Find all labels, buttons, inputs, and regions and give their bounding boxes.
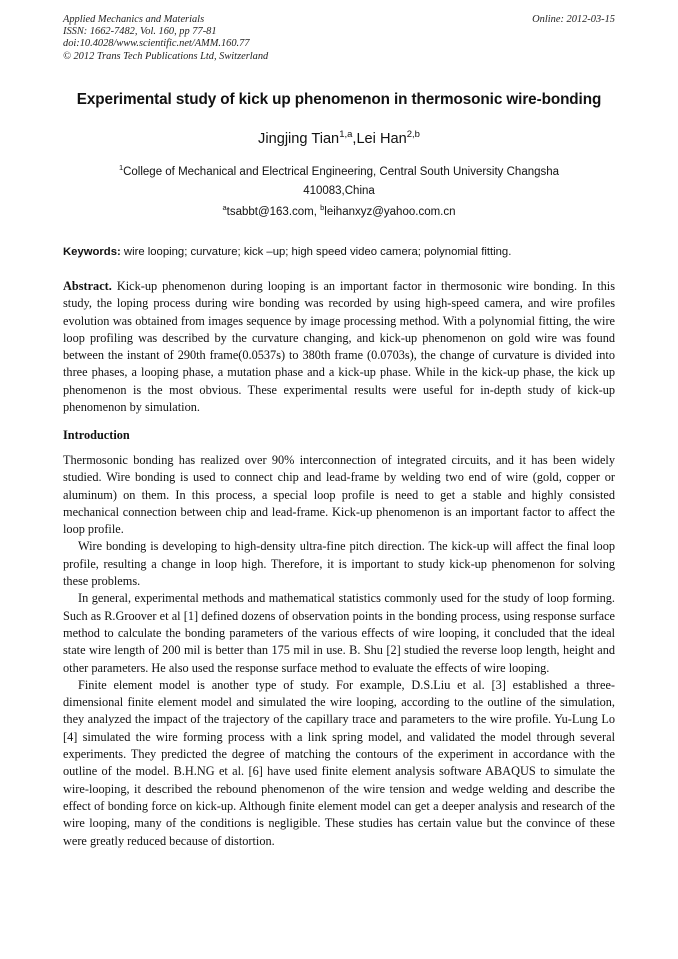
email-b: leihanxyz@yahoo.com.cn xyxy=(324,206,456,218)
email-separator: , xyxy=(313,206,321,218)
journal-header xyxy=(63,14,615,63)
author-separator: , xyxy=(352,131,357,147)
author-2-superscript: 2,b xyxy=(406,129,420,141)
section-heading-introduction: Introduction xyxy=(63,428,130,442)
keywords-label: Keywords: xyxy=(63,246,121,258)
intro-paragraph-4: Finite element model is another type of study. For example, D.S.Liu et al. [3] established a three-dimensional finite element model and simulated the wire looping, according to the outline of the simulation, they analyzed the impact of the trajectory of the capillary trace and parameters to the wire profile. Yu-Lung Lo [4] simulated the wire forming process with a link spring model, and validated the model through several experiments. They predicted the degree of matching the contours of the experiment in accordance with the outline of the model. B.H.NG et al. [6] have used finite element analysis software ABAQUS to simulate the wire-looping, it described the rebound phenomenon of the wire tension and wedge welding and describe the effect of bonding force on kick-up. Although finite element model can get a deeper analysis and research of the wire looping, many of the conditions is negligible. These studies has certain value but the convince of these were greatly reduced because of distortion. xyxy=(63,677,615,848)
affiliation xyxy=(90,163,588,201)
affiliation-superscript: 1 xyxy=(118,163,124,173)
abstract-label: Abstract. xyxy=(63,279,112,293)
keywords xyxy=(63,246,615,258)
online-date: Online: 2012-03-15 xyxy=(532,14,615,25)
email-line xyxy=(0,203,678,218)
author-1: Jingjing Tian xyxy=(258,131,340,147)
issn-line: ISSN: 1662-7482, Vol. 160, pp 77-81 xyxy=(63,26,217,38)
author-1-superscript: 1,a xyxy=(339,129,353,141)
author-line xyxy=(0,131,678,147)
paper-title: Experimental study of kick up phenomenon in thermosonic wire-bonding xyxy=(76,91,602,108)
affiliation-text: College of Mechanical and Electrical Engineering, Central South University Changsha 410083,China xyxy=(123,166,560,197)
intro-paragraph-1: Thermosonic bonding has realized over 90% interconnection of integrated circuits, and it has been widely studied. Wire bonding is used to connect chip and lead-frame by welding two end of wire (gold, copper or aluminum) on them. In this process, a special loop profile is need to get a stable and highly consisted mechanical connection between chip and lead-frame. Kick-up phenomenon is an important factor to affect the loop profile. xyxy=(63,453,615,537)
email-a: tsabbt@163.com xyxy=(226,206,314,218)
abstract-text: Kick-up phenomenon during looping is an important factor in thermosonic wire bonding. In this study, the loping process during wire bonding was recorded by using high-speed camera, and wire profiles evolution was obtained from images sequence by image processing method. With a polynomial fitting, the wire loop profiling was described by the curvature changing, and kick-up phenomenon on gold wire was found between the instant of 290th frame(0.0537s) to 380th frame (0.0703s), the change of curvature is divided into three phases, a looping phase, a mutation phase and a kick-up phase. While in the kick-up phase, the kick up phenomenon is the most obvious. These experimental results were useful for in-depth study of kick-up phenomenon by simulation. xyxy=(63,279,615,415)
keywords-text: wire looping; curvature; kick –up; high speed video camera; polynomial fitting. xyxy=(120,246,512,258)
copyright-line: © 2012 Trans Tech Publications Ltd, Switzerland xyxy=(63,50,269,62)
email-b-superscript: b xyxy=(320,203,325,213)
journal-name: Applied Mechanics and Materials xyxy=(63,14,205,25)
introduction-body xyxy=(63,452,615,850)
abstract xyxy=(63,278,615,416)
doi-line: doi:10.4028/www.scientific.net/AMM.160.77 xyxy=(63,38,250,50)
email-a-superscript: a xyxy=(222,203,227,213)
intro-paragraph-3: In general, experimental methods and mathematical statistics commonly used for the study of loop forming. Such as R.Groover et al [1] defined dozens of observation points in the bonding process, using response surface method to calculate the bonding parameters of the various effects of wire looping, it concluded that the ideal state wire length of 200 mil is better than 175 mil in use. B. Shu [2] studied the reverse loop length, height and other parameters. He also used the response surface method to evaluate the effects of wire looping. xyxy=(63,591,615,675)
intro-paragraph-2: Wire bonding is developing to high-density ultra-fine pitch direction. The kick-up will affect the final loop profile, resulting a change in loop high. Therefore, it is important to study kick-up phenomenon for solving these problems. xyxy=(63,539,615,589)
author-2: Lei Han xyxy=(356,131,407,147)
